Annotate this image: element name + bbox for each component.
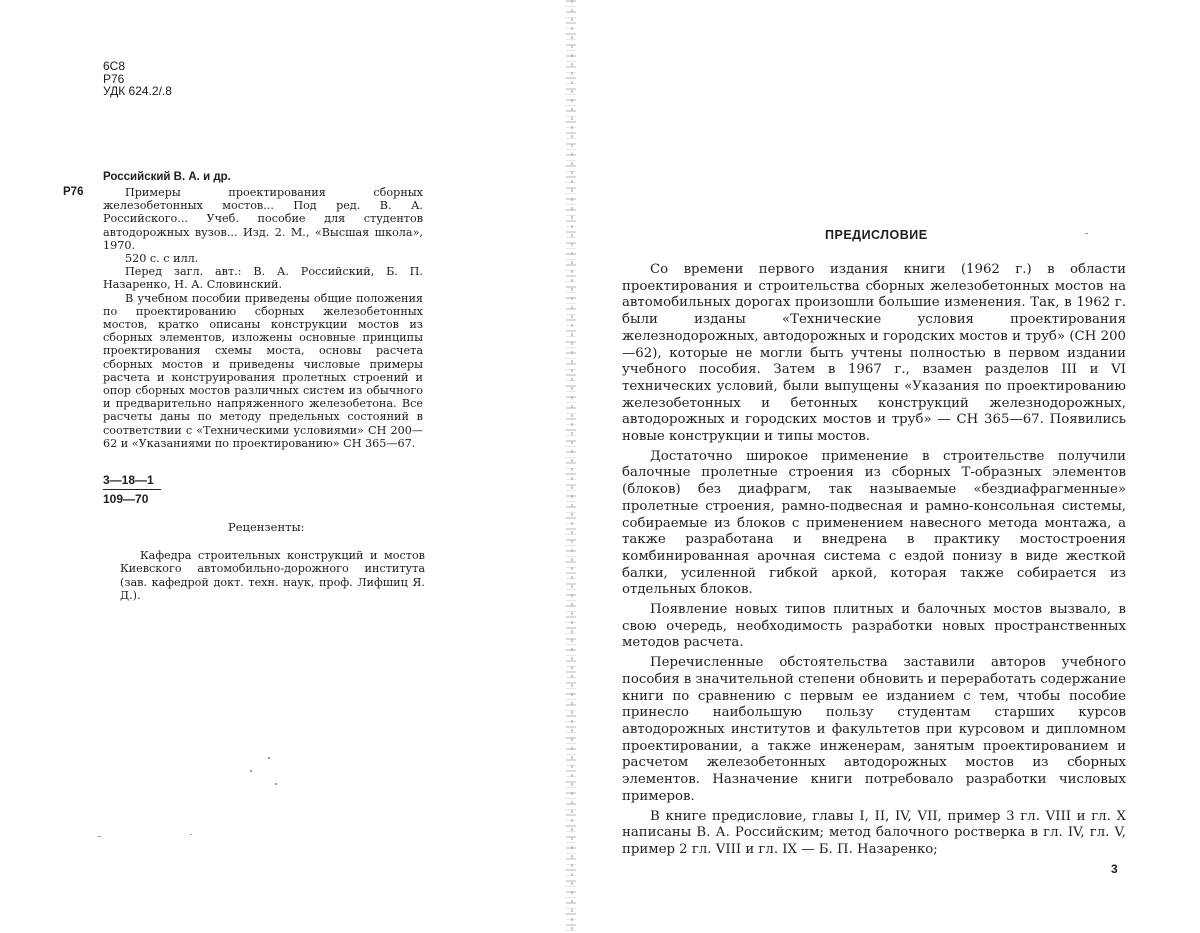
- biblio-pages: 520 с. с илл.: [125, 252, 199, 266]
- page-number: 3: [1111, 862, 1118, 876]
- preface-paragraph: Появление новых типов плитных и балочных мостов вызвало, в свою очередь, необходимость разработки новых пространственных методов расчета.: [622, 602, 1126, 651]
- preface-paragraph: Перечисленные обстоятельства заставили авторов учебного пособия в значительной степени обновить и переработать содержание книги по сравнению с первым ее изданием с тем, чтобы пособие принесло наибольшую пользу студентам старших курсов автодорожных институтов и факультетов при курсовом и дипломном проектировании, а также инженерам, занятым проектированием и расчетом железобетонных автодорожных мостов из сборных элементов. Назначение книги потребовало разработки числовых примеров.: [622, 655, 1127, 804]
- reviewers-text: Кафедра строительных конструкций и мостов Киевского автомобильно-дорожного института (зав. кафедрой докт. техн. наук, проф. Лифшиц Я. Д.).: [120, 549, 425, 602]
- preface-body: [622, 262, 1126, 862]
- reviewers-title: Рецензенты:: [228, 520, 305, 534]
- biblio-title: Примеры проектирования сборных железобетонных мостов... Под ред. В. А. Российского... Учеб. пособие для студентов автодорожных вузов... Изд. 2. М., «Высшая школа», 1970.: [103, 186, 423, 252]
- udk-code: УДК 624.2/.8: [103, 84, 172, 98]
- preface-paragraph: В книге предисловие, главы I, II, IV, VII, пример 3 гл. VIII и гл. X написаны В. А. Российским; метод балочного ростверка в гл. IV, гл. V, пример 2 гл. VIII и гл. IX — Б. П. Назаренко;: [622, 808, 1126, 857]
- fraction-denominator: 109—70: [103, 492, 149, 506]
- biblio-annotation: В учебном пособии приведены общие положения по проектированию сборных железобетонных мостов, кратко описаны конструкции мостов из сборных элементов, изложены основные принципы проектирования схемы моста, основы расчета сборных мостов и приведены числовые примеры расчета и конструирования пролетных строений и опор сборных мостов различных систем из обычного и предварительно напряженного железобетона. Все расчеты даны по методу предельных состояний в соответствии с «Техническими условиями» СН 200—62 и «Указаниями по проектированию» СН 365—67.: [103, 291, 423, 450]
- preface-paragraph: Достаточно широкое применение в строительстве получили балочные пролетные строения из сборных Т-образных элементов (блоков) без диафрагм, так называемые «бездиафрагменные» пролетные строения, рамно-подвесная и рамно-консольная системы, собираемые из блоков с применением навесного метода монтажа, а также разработана и внедрена в практику мостостроения комбинированная арочная система с ездой понизу в виде жесткой балки, усиленной гибкой аркой, которая также собирается из отдельных блоков.: [622, 448, 1126, 598]
- author-heading: Российский В. А. и др.: [103, 171, 231, 183]
- cipher-code: Р76: [103, 71, 125, 86]
- author-cipher: Р76: [63, 186, 84, 198]
- scan-speck: [1085, 233, 1088, 234]
- fraction-numerator: 3—18—1: [103, 473, 161, 490]
- biblio-authors: Перед загл. авт.: В. А. Российский, Б. П. Назаренко, Н. А. Словинский.: [103, 265, 423, 292]
- preface-heading: ПРЕДИСЛОВИЕ: [825, 228, 928, 242]
- bbk-code: 6С8: [103, 59, 126, 73]
- preface-paragraph: Со времени первого издания книги (1962 г.) в области проектирования и строительства сборных железобетонных мостов на автомобильных дорогах произошли большие изменения. Так, в 1962 г. были изданы «Технические условия проектирования железнодорожных, автодорожных и городских мостов и труб» (СН 200—62), которые не могли быть учтены полностью в первом издании учебного пособия. Затем в 1967 г., взамен разделов III и VI технических условий, были выпущены «Указания по проектированию железобетонных и бетонных конструкций железнодорожных, автодорожных и городских мостов и труб» — СН 365—67. Появились новые конструкции и типы мостов.: [622, 262, 1126, 445]
